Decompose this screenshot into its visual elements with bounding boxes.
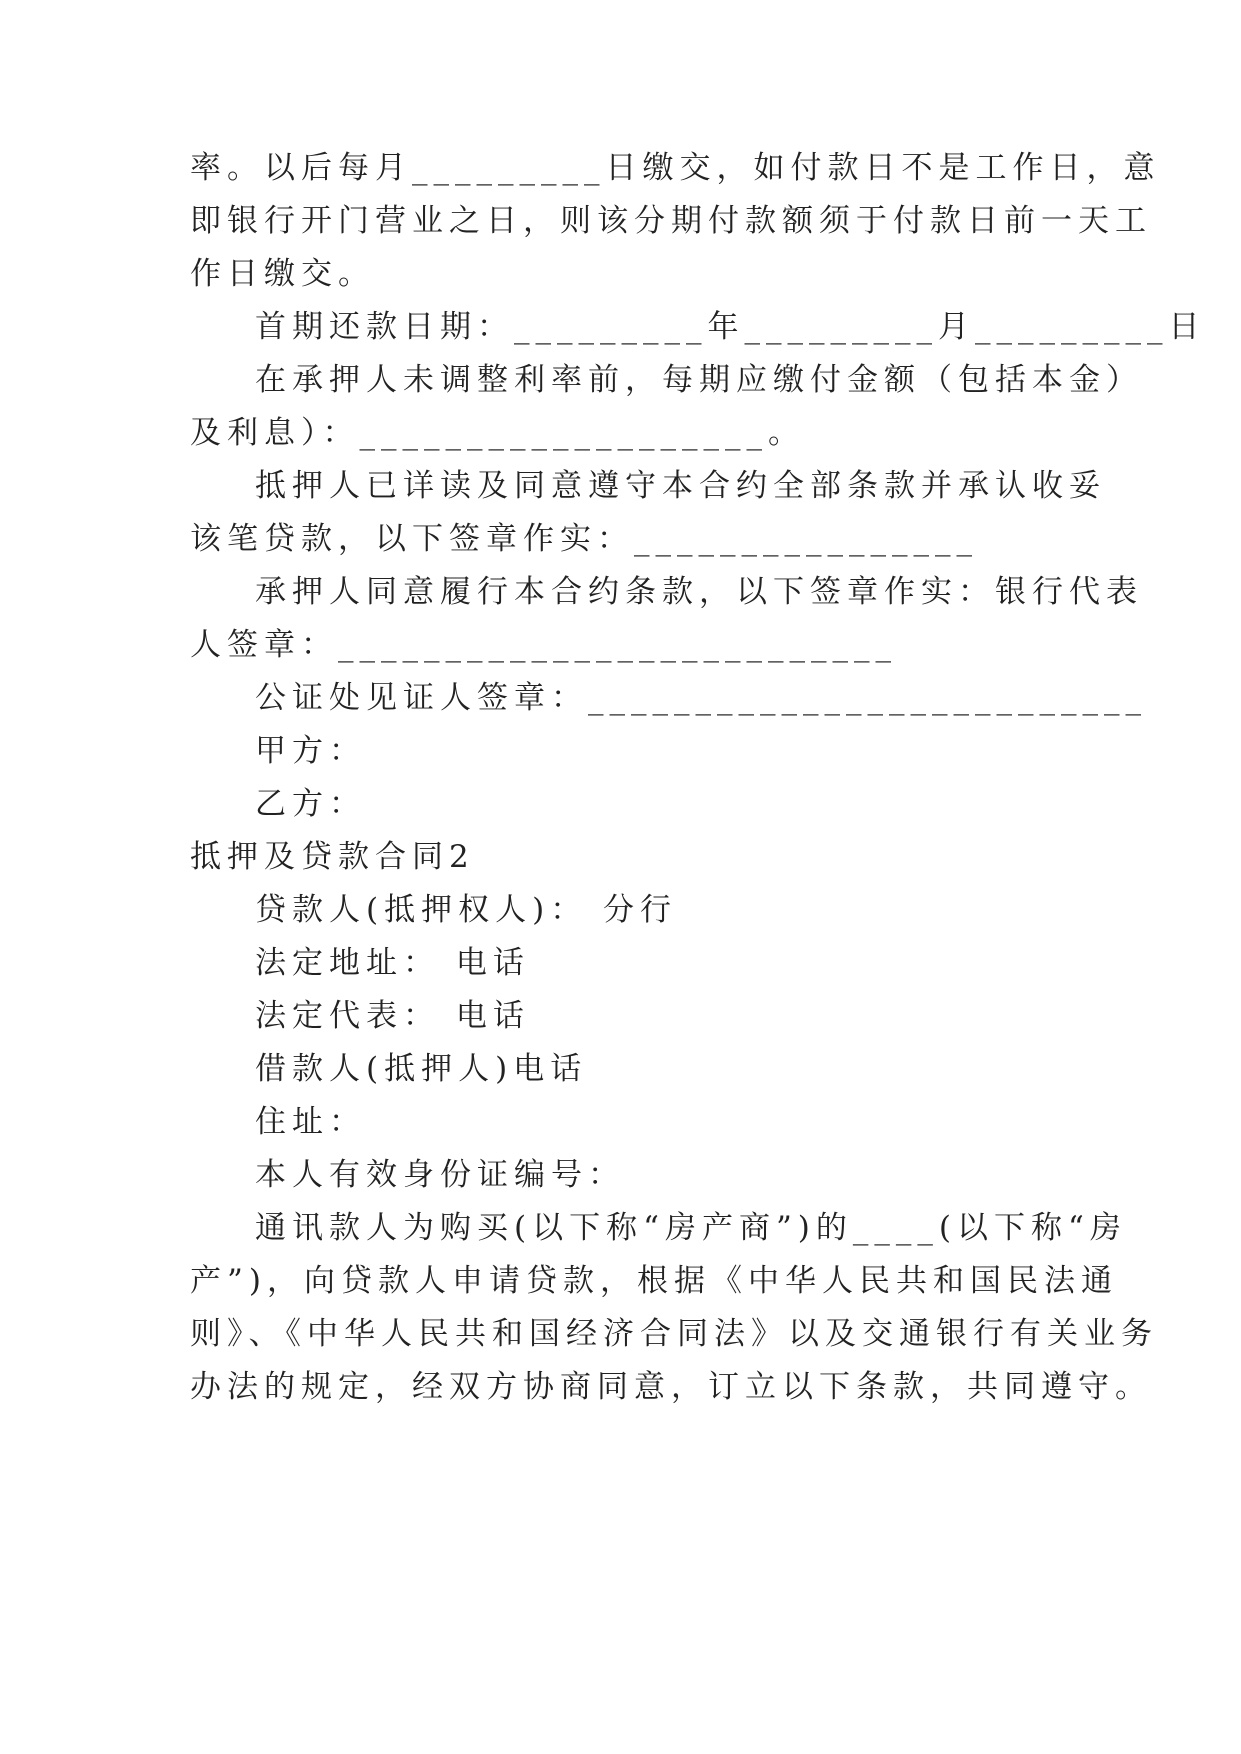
text-line: 承押人同意履行本合约条款，以下签章作实：银行代表: [255, 574, 1143, 610]
text-line: 法定地址： 电话: [255, 945, 530, 981]
text-line: 法定代表： 电话: [255, 998, 530, 1034]
text-line: 作日缴交。: [190, 256, 375, 292]
text-line: 首期还款日期：_________年_________月_________日: [255, 309, 1206, 345]
text-line: 人签章：__________________________: [190, 627, 897, 663]
text-line: 借款人(抵押人)电话: [255, 1051, 588, 1087]
text-line: 办法的规定，经双方协商同意，订立以下条款，共同遵守。: [190, 1369, 1152, 1405]
text-line: 住址：: [255, 1104, 366, 1140]
text-line: 乙方：: [255, 786, 366, 822]
text-line: 在承押人未调整利率前，每期应缴付金额（包括本金）: [255, 362, 1143, 398]
text-line: 则》、《中华人民共和国经济合同法》以及交通银行有关业务: [190, 1316, 1158, 1352]
text-line: 率。以后每月_________日缴交，如付款日不是工作日，意: [190, 150, 1161, 186]
text-line: 及利息）：___________________。: [190, 415, 805, 451]
text-line: 贷款人(抵押权人)： 分行: [255, 892, 678, 928]
text-line: 产”)，向贷款人申请贷款，根据《中华人民共和国民法通: [190, 1263, 1118, 1299]
section-heading: 抵押及贷款合同2: [190, 839, 475, 875]
text-line: 本人有效身份证编号：: [255, 1157, 625, 1193]
text-line: 该笔贷款，以下签章作实：________________: [190, 521, 978, 557]
text-line: 通讯款人为购买(以下称“房产商”)的____(以下称“房: [255, 1210, 1127, 1246]
text-line: 抵押人已详读及同意遵守本合约全部条款并承认收妥: [255, 468, 1106, 504]
text-line: 即银行开门营业之日，则该分期付款额须于付款日前一天工: [190, 203, 1152, 239]
text-line: 公证处见证人签章：__________________________: [255, 680, 1147, 716]
text-line: 甲方：: [255, 733, 366, 769]
